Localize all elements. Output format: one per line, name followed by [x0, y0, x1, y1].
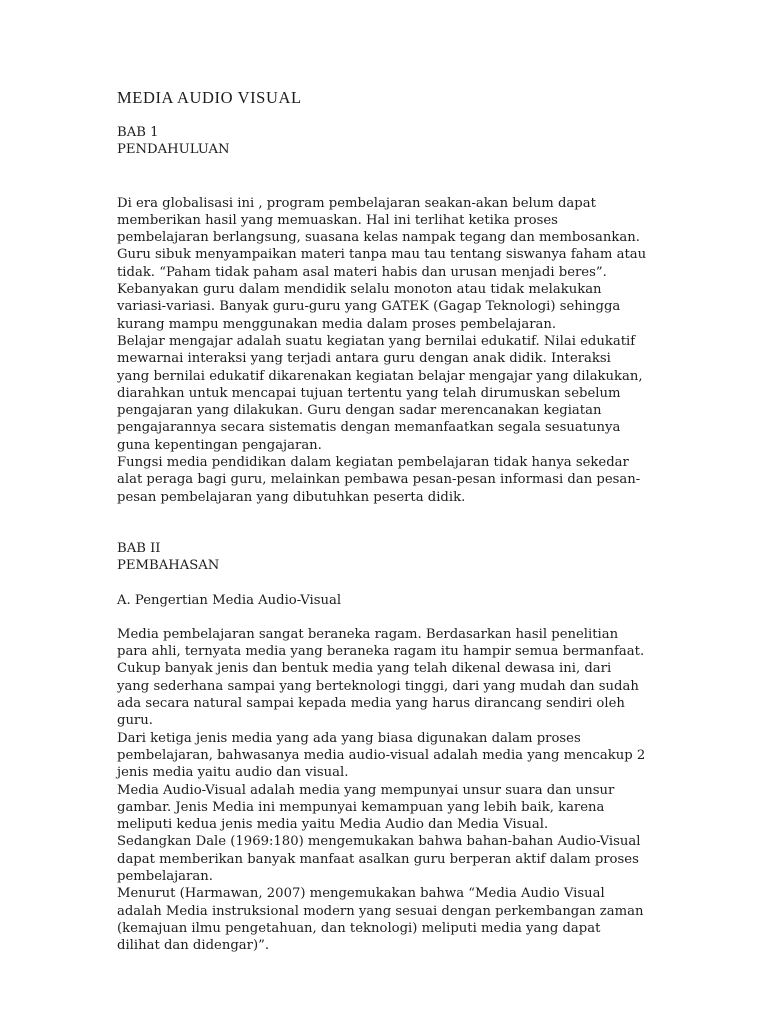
paragraph: Media Audio-Visual adalah media yang mempunyai unsur suara dan unsur gambar. Jenis Media ini mempunyai kemampuan yang lebih baik, karena meliputi kedua jenis media yaitu Media Audio dan Media Visual.	[117, 782, 615, 833]
section-heading: A. Pengertian Media Audio-Visual	[117, 592, 342, 608]
chapter-label: BAB II	[117, 540, 161, 556]
document-page	[117, 88, 647, 954]
paragraph: Fungsi media pendidikan dalam kegiatan pembelajaran tidak hanya sekedar alat peraga bagi guru, melainkan pembawa pesan-pesan informasi dan pesan-pesan pembelajaran yang dibutuhkan peserta didik.	[117, 455, 641, 505]
spacer	[117, 506, 647, 540]
paragraph: Di era globalisasi ini , program pembelajaran seakan-akan belum dapat memberikan hasil yang memuaskan. Hal ini terlihat ketika proses pembelajaran berlangsung, suasana kelas nampak tegang dan membosankan. Guru sibuk menyampaikan materi tanpa mau tau tentang siswanya faham atau tidak. “Paham tidak paham asal materi habis dan urusan menjadi beres”. Kebanyakan guru dalam mendidik selalu monoton atau tidak melakukan variasi-variasi. Banyak guru-guru yang GATEK (Gagap Teknologi) sehingga kurang mampu menggunakan media dalam proses pembelajaran.	[117, 195, 647, 332]
paragraph: Menurut (Harmawan, 2007) mengemukakan bahwa “Media Audio Visual adalah Media instruksional modern yang sesuai dengan perkembangan zaman (kemajuan ilmu pengetahuan, dan teknologi) meliputi media yang dapat dilihat dan didengar)”.	[117, 886, 644, 954]
spacer	[117, 159, 647, 195]
spacer	[117, 609, 647, 626]
chapter-label: BAB 1	[117, 125, 159, 140]
chapter-heading: PENDAHULUAN	[117, 142, 230, 158]
chapter-heading: PEMBAHASAN	[117, 558, 220, 574]
paragraph: Dari ketiga jenis media yang ada yang biasa digunakan dalam proses pembelajaran, bahwasanya media audio-visual adalah media yang mencakup 2 jenis media yaitu audio dan visual.	[117, 730, 646, 781]
paragraph: Media pembelajaran sangat beraneka ragam. Berdasarkan hasil penelitian para ahli, ternyata media yang beraneka ragam itu hampir semua bermanfaat. Cukup banyak jenis dan bentuk media yang telah dikenal dewasa ini, dari yang sederhana sampai yang berteknologi tinggi, dari yang mudah dan sudah ada secara natural sampai kepada media yang harus dirancang sendiri oleh guru.	[117, 626, 645, 729]
spacer	[117, 575, 647, 592]
paragraph: Sedangkan Dale (1969:180) mengemukakan bahwa bahan-bahan Audio-Visual dapat memberikan banyak manfaat asalkan guru berperan aktif dalam proses pembelajaran.	[117, 834, 641, 884]
paragraph: Belajar mengajar adalah suatu kegiatan yang bernilai edukatif. Nilai edukatif mewarnai interaksi yang terjadi antara guru dengan anak didik. Interaksi yang bernilai edukatif dikarenakan kegiatan belajar mengajar yang dilakukan, diarahkan untuk mencapai tujuan tertentu yang telah dirumuskan sebelum pengajaran yang dilakukan. Guru dengan sadar merencanakan kegiatan pengajarannya secara sistematis dengan memanfaatkan segala sesuatunya guna kepentingan pengajaran.	[117, 333, 643, 453]
document-title: MEDIA AUDIO VISUAL	[117, 88, 302, 107]
